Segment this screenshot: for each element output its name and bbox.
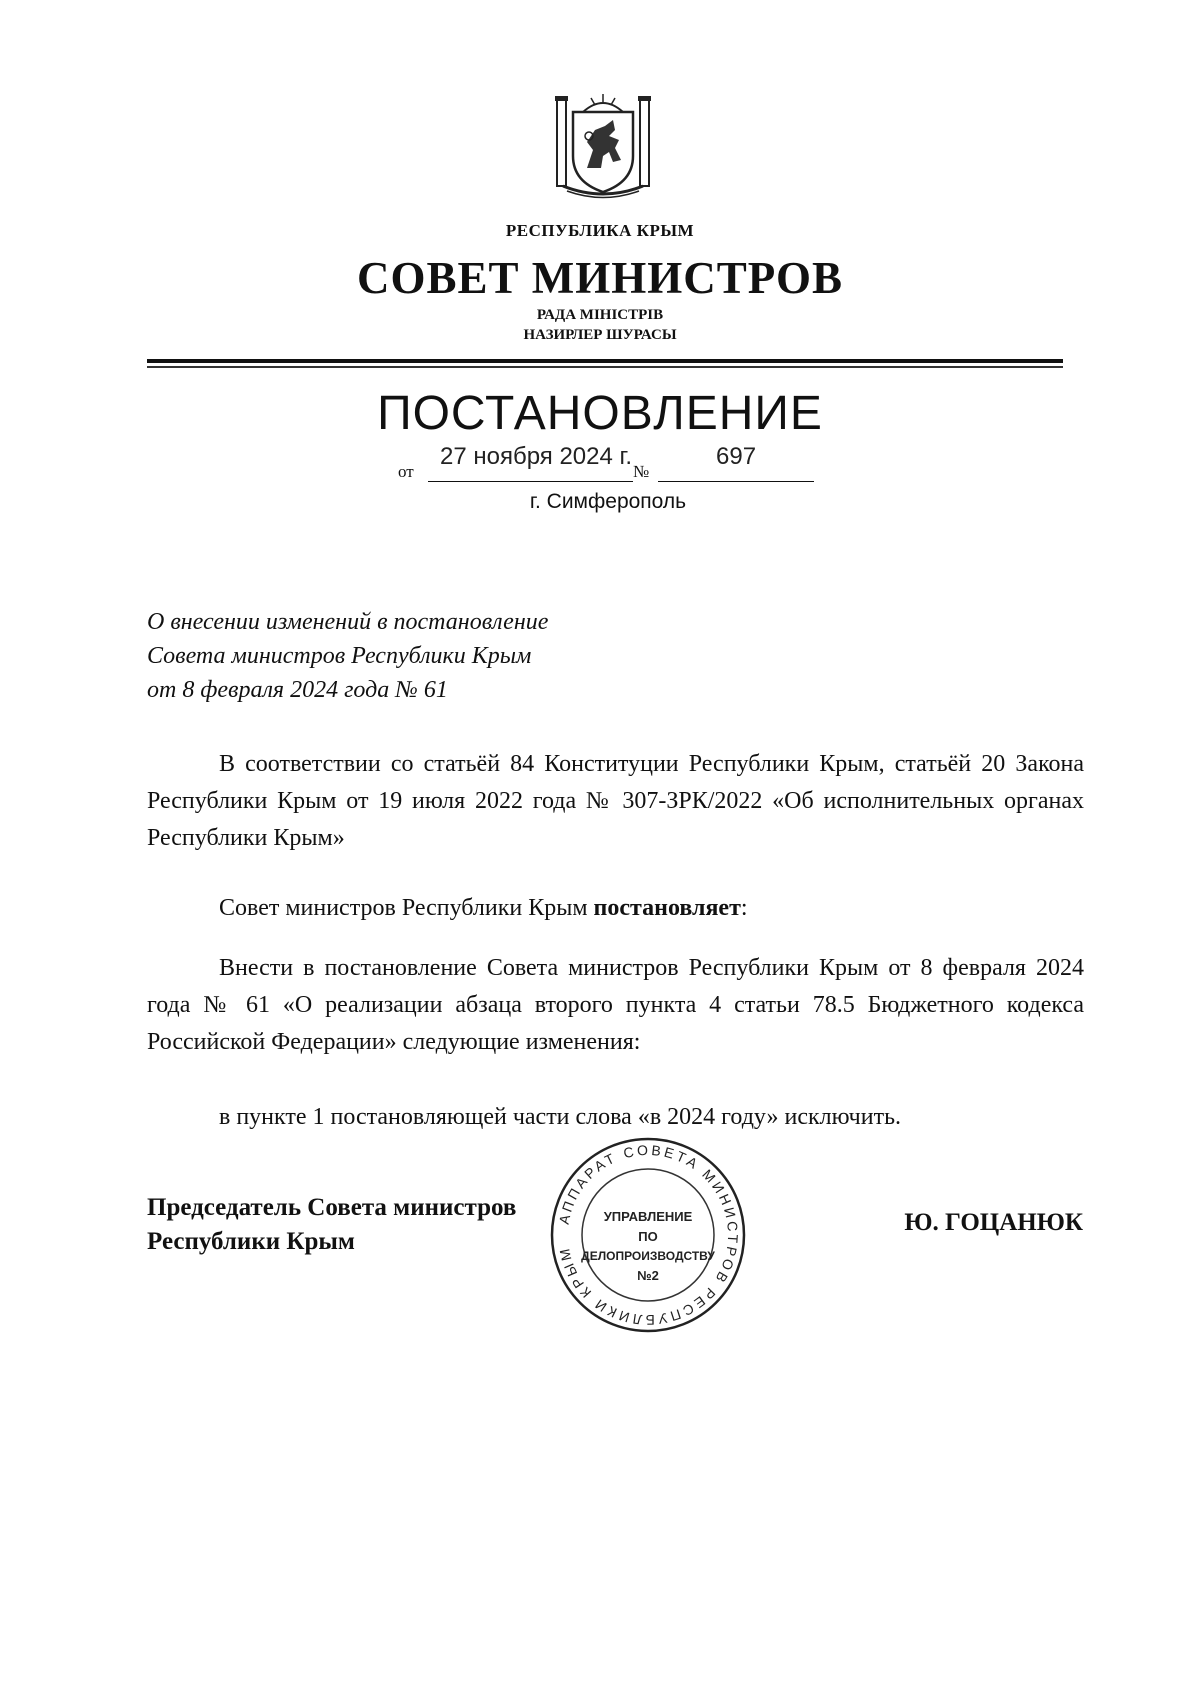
date-from-label: от: [398, 462, 414, 481]
date-underline: [428, 481, 633, 482]
amendment-paragraph: Внести в постановление Совета министров Республики Крым от 8 февраля 2024 года № 61 «О реализации абзаца второго пункта 4 статьи 78.5 Бюджетного кодекса Российской Федерации» следующие изменения:: [147, 955, 1084, 1055]
subject-line: от 8 февраля 2024 года № 61: [147, 677, 448, 703]
document-title: ПОСТАНОВЛЕНИЕ: [377, 387, 823, 440]
resolution-number: 697: [716, 443, 757, 470]
stamp-ring-text: АППАРАТ СОВЕТА МИНИСТРОВ РЕСПУБЛИКИ КРЫМ: [555, 1141, 742, 1329]
city: г. Симферополь: [529, 490, 687, 513]
decision-paragraph: [147, 890, 1084, 927]
decision-verb: постановляет: [593, 895, 741, 921]
office-stamp: [532, 1135, 764, 1335]
legal-basis-paragraph: В соответствии со статьёй 84 Конституции Республики Крым, статьёй 20 Закона Республики Крым от 19 июля 2022 года № 307-ЗРК/2022 «Об исполнительных органах Республики Крым»: [147, 751, 1084, 851]
decision-prefix: Совет министров Республики Крым: [219, 895, 594, 921]
subject-line: Совета министров Республики Крым: [147, 643, 532, 669]
header-divider: [147, 359, 1063, 363]
resolution-subject: [147, 605, 707, 707]
subject-line: О внесении изменений в постановление: [147, 609, 549, 635]
council-name-crimean-tatar: НАЗИРЛЕР ШУРАСЫ: [523, 327, 677, 343]
decision-suffix: :: [740, 895, 748, 921]
crimea-coat-of-arms-icon: [553, 90, 653, 202]
stamp-line: №2: [637, 1268, 659, 1283]
number-underline: [658, 481, 814, 482]
signatory-position: [147, 1191, 516, 1259]
signatory-name: Ю. ГОЦАНЮК: [904, 1209, 1083, 1236]
council-name: СОВЕТ МИНИСТРОВ: [356, 253, 844, 303]
republic-name: РЕСПУБЛИКА КРЫМ: [505, 221, 695, 240]
number-label: №: [633, 462, 650, 481]
stamp-line: ДЕЛОПРОИЗВОДСТВУ: [581, 1249, 715, 1263]
resolution-date: 27 ноября 2024 г.: [440, 443, 632, 470]
signatory-position-line: Председатель Совета министров: [147, 1194, 517, 1221]
header-divider-thin: [147, 366, 1063, 368]
signatory-position-line: Республики Крым: [147, 1228, 355, 1255]
council-name-ukrainian: РАДА МІНІСТРІВ: [536, 307, 664, 323]
stamp-line: УПРАВЛЕНИЕ: [603, 1209, 693, 1224]
stamp-line: ПО: [638, 1229, 658, 1244]
amendment-item-paragraph: в пункте 1 постановляющей части слова «в 2024 году» исключить.: [219, 1104, 902, 1130]
